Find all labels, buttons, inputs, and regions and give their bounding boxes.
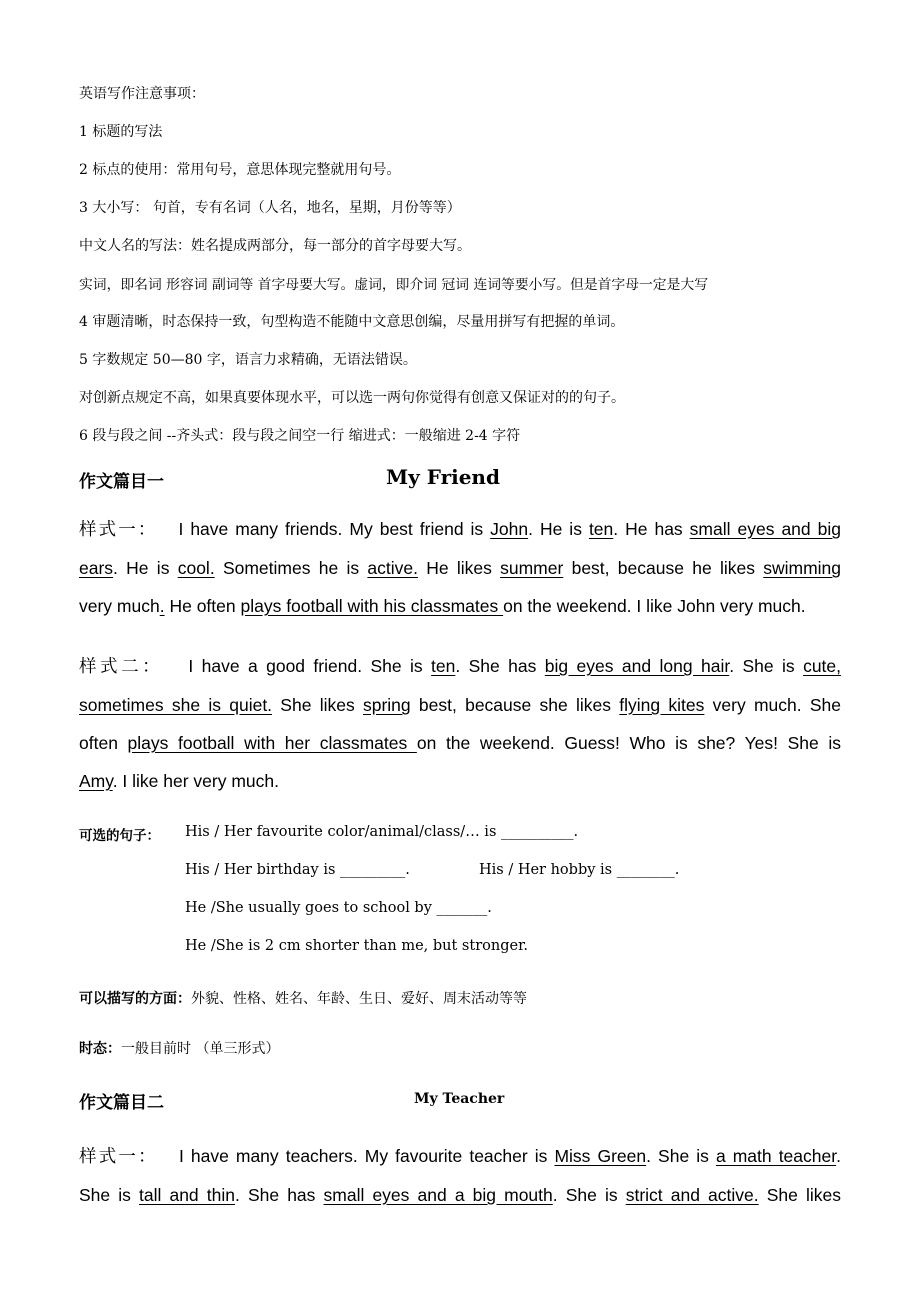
text-run: She likes (758, 1185, 841, 1205)
underlined-blank: summer (500, 558, 564, 578)
sample-label: 样式一： (79, 1147, 158, 1167)
text-run: She is (79, 1185, 139, 1205)
underlined-blank: plays football with her classmates (127, 733, 417, 753)
text-run: . I like her very much. (112, 771, 280, 791)
underlined-blank: flying kites (619, 695, 705, 715)
note-item: 3 大小写： 句首，专有名词（人名，地名，星期，月份等等） (79, 200, 461, 216)
essay2-title: My Teacher (414, 1091, 505, 1107)
text-run: . He has (613, 519, 690, 539)
underlined-blank: ears (79, 558, 114, 578)
text-run: He likes (417, 558, 501, 578)
optional-sentence: His / Her hobby is ________. (479, 862, 680, 878)
essay1-sample1-line2 (79, 558, 841, 579)
sample-label: 样式二： (79, 657, 164, 677)
optional-label: 可选的句子： (79, 828, 160, 844)
note-item: 实词，即名词 形容词 副词等 首字母要大写。虚词，即介词 冠词 连词等要小写。但是首字母一定是大写 (79, 277, 708, 293)
text-run: . He is (113, 558, 178, 578)
essay1-title: My Friend (386, 465, 500, 489)
sample-label: 样式一： (79, 520, 158, 540)
text-run: . She is (552, 1185, 626, 1205)
note-item: 对创新点规定不高，如果真要体现水平，可以选一两句你觉得有创意又保证对的的句子。 (79, 390, 625, 406)
underlined-blank: Amy (79, 771, 113, 791)
text-run: often (79, 733, 128, 753)
text-run: on the weekend. Guess! Who is she? Yes! She is (416, 733, 841, 753)
text-run: best, because she likes (410, 695, 620, 715)
notes-heading: 英语写作注意事项： (79, 86, 205, 102)
underlined-blank: tall and thin (138, 1185, 235, 1205)
aspects-label: 可以描写的方面： (79, 991, 191, 1007)
text-run: . (836, 1146, 841, 1166)
aspects-text: 外貌、性格、姓名、年龄、生日、爱好、周末活动等等 (191, 991, 527, 1007)
essay2-sample1-line2 (79, 1185, 841, 1206)
note-item: 中文人名的写法：姓名提成两部分，每一部分的首字母要大写。 (79, 238, 471, 254)
underlined-blank: small eyes and a big mouth (323, 1185, 553, 1205)
text-run: She likes (272, 695, 363, 715)
underlined-blank: small eyes and big (689, 519, 841, 539)
text-run: . She is (646, 1146, 716, 1166)
essay1-sample2-line4 (79, 771, 279, 792)
optional-sentence: His / Her birthday is _________. (185, 862, 410, 878)
underlined-blank: cool. (177, 558, 215, 578)
optional-sentence: He /She usually goes to school by _______. (185, 900, 492, 916)
essay1-sample2-line2 (79, 695, 841, 716)
text-run: I have many teachers. My favourite teacher is (178, 1146, 555, 1166)
tense-line (79, 1038, 279, 1058)
text-run: very much (79, 596, 160, 616)
essay1-sample1-line1 (79, 516, 841, 541)
underlined-blank: sometimes she is quiet. (79, 695, 273, 715)
note-item: 6 段与段之间 --齐头式：段与段之间空一行 缩进式：一般缩进 2-4 字符 (79, 428, 521, 444)
note-item: 1 标题的写法 (79, 124, 163, 140)
underlined-blank: active. (367, 558, 418, 578)
text-run: best, because he likes (563, 558, 764, 578)
underlined-blank: Miss Green (554, 1146, 647, 1166)
note-item: 5 字数规定 50—80 字，语言力求精确，无语法错误。 (79, 352, 417, 368)
text-run: Sometimes he is (214, 558, 368, 578)
optional-sentence: His / Her favourite color/animal/class/… is __________. (185, 824, 579, 840)
underlined-blank: big eyes and long hair (544, 656, 730, 676)
text-run: I have a good friend. She is (188, 656, 432, 676)
underlined-blank: spring (362, 695, 411, 715)
text-run: . She is (729, 656, 804, 676)
underlined-blank: strict and active. (625, 1185, 759, 1205)
text-run: . She has (234, 1185, 324, 1205)
essay2-label: 作文篇目二 (79, 1093, 164, 1113)
essay1-sample1-line3 (79, 596, 806, 617)
underlined-blank: cute, (803, 656, 842, 676)
note-item: 2 标点的使用：常用句号，意思体现完整就用句号。 (79, 162, 401, 178)
underlined-blank: a math teacher (715, 1146, 837, 1166)
underlined-blank: ten (588, 519, 614, 539)
underlined-blank: ten (431, 656, 456, 676)
tense-text: 一般目前时 （单三形式） (121, 1041, 280, 1057)
text-run: I have many friends. My best friend is (178, 519, 491, 539)
optional-sentence: He /She is 2 cm shorter than me, but stronger. (185, 938, 529, 954)
text-run: He often (164, 596, 241, 616)
underlined-blank: . (159, 596, 165, 616)
aspects-line (79, 988, 527, 1008)
tense-label: 时态： (79, 1041, 121, 1057)
underlined-blank: swimming (763, 558, 842, 578)
essay2-sample1-line1 (79, 1143, 841, 1168)
text-run: . She has (455, 656, 545, 676)
text-run: on the weekend. I like John very much. (503, 596, 806, 616)
essay1-sample2-line3 (79, 733, 841, 754)
essay1-sample2-line1 (79, 653, 841, 678)
text-run: . He is (528, 519, 589, 539)
underlined-blank: John (490, 519, 529, 539)
underlined-blank: plays football with his classmates (240, 596, 504, 616)
text-run: very much. She (704, 695, 842, 715)
note-item: 4 审题清晰，时态保持一致，句型构造不能随中文意思创编，尽量用拼写有把握的单词。 (79, 314, 625, 330)
essay1-label: 作文篇目一 (79, 472, 164, 492)
